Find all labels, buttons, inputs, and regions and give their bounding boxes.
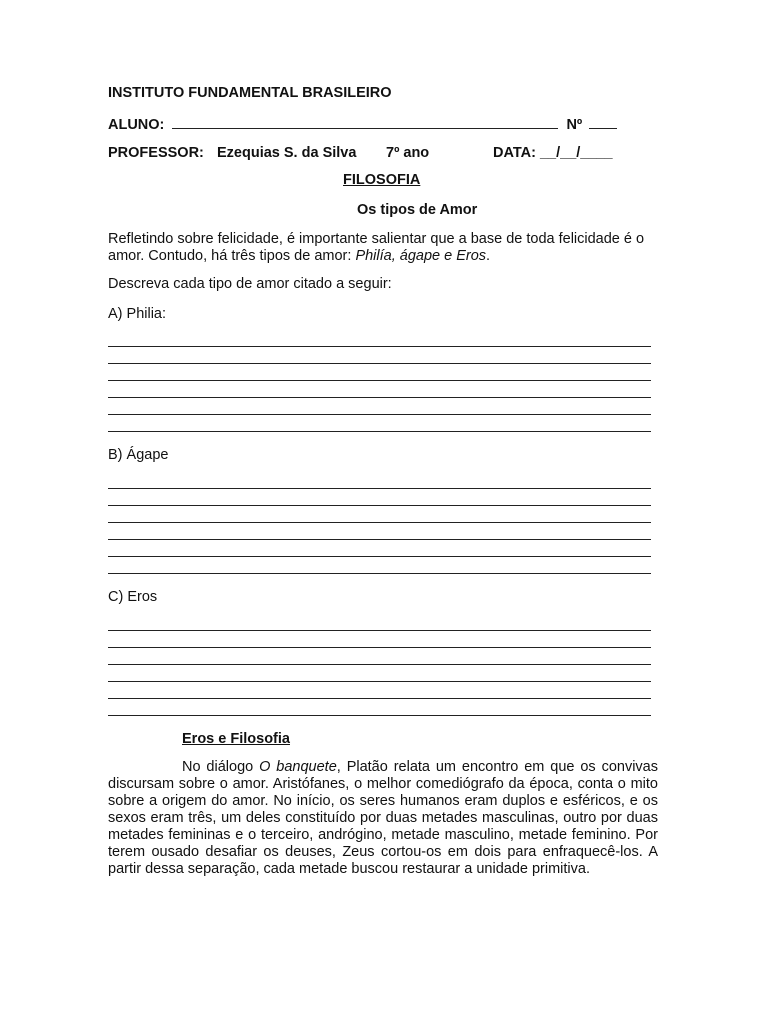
instruction-text: Descreva cada tipo de amor citado a seguir:: [108, 276, 392, 292]
answer-line[interactable]: [108, 539, 651, 540]
answer-line[interactable]: [108, 397, 651, 398]
question-c-label: C) Eros: [108, 589, 158, 605]
intro-end: .: [486, 248, 491, 264]
date-line: [493, 145, 613, 161]
answer-line[interactable]: [108, 630, 651, 631]
answer-line[interactable]: [108, 380, 651, 381]
answer-line[interactable]: [108, 556, 651, 557]
book-title: O banquete: [259, 759, 337, 775]
intro-paragraph: [108, 231, 660, 265]
student-line: [108, 116, 617, 133]
reading-text-start: No diálogo: [182, 759, 260, 775]
answer-line[interactable]: [108, 647, 651, 648]
student-label: ALUNO:: [108, 117, 165, 133]
number-label: Nº: [566, 117, 583, 133]
reading-paragraph: [108, 759, 658, 878]
reading-text-rest: , Platão relata um encontro em que os convivas discursam sobre o amor. Aristófanes, o melhor comediógrafo da época, conta o mito sobre a origem do amor. No início, os seres humanos eram duplos e esféricos, e os sexos eram três, um deles constituído por duas metades masculinas, outro por duas metades femininas e o terceiro, andrógino, metade masculino, metade feminino. Por terem ousado desafiar os deuses, Zeus cortou-os em dois para enfraquecê-los. A partir dessa separação, cada metade buscou restaurar a unidade primitiva.: [108, 759, 658, 877]
intro-love-types: Philía, ágape e Eros: [355, 248, 487, 264]
answer-line[interactable]: [108, 346, 651, 347]
student-number-field[interactable]: [589, 116, 617, 129]
institute-name: INSTITUTO FUNDAMENTAL BRASILEIRO: [108, 85, 392, 101]
answer-line[interactable]: [108, 522, 651, 523]
grade-label: 7º ano: [386, 145, 430, 161]
answer-line[interactable]: [108, 505, 651, 506]
answer-line[interactable]: [108, 698, 651, 699]
answer-line[interactable]: [108, 363, 651, 364]
answer-line[interactable]: [108, 573, 651, 574]
answer-line[interactable]: [108, 431, 651, 432]
question-b-label: B) Ágape: [108, 447, 169, 463]
answer-line[interactable]: [108, 681, 651, 682]
answer-line[interactable]: [108, 664, 651, 665]
answer-line[interactable]: [108, 715, 651, 716]
teacher-label: PROFESSOR:: [108, 145, 204, 161]
intro-text: Refletindo sobre felicidade, é importante salientar que a base de toda felicidade é o amor. Contudo, há três tipos de amor:: [108, 231, 645, 264]
student-name-field[interactable]: [172, 116, 558, 129]
subject-heading: FILOSOFIA: [343, 172, 421, 188]
teacher-name: Ezequias S. da Silva: [217, 145, 357, 161]
worksheet-title: Os tipos de Amor: [357, 202, 478, 218]
date-field[interactable]: __/__/____: [539, 145, 613, 161]
date-label: DATA:: [493, 145, 536, 161]
answer-line[interactable]: [108, 488, 651, 489]
question-a-label: A) Philia:: [108, 306, 167, 322]
reading-heading: Eros e Filosofia: [182, 731, 290, 747]
answer-line[interactable]: [108, 414, 651, 415]
